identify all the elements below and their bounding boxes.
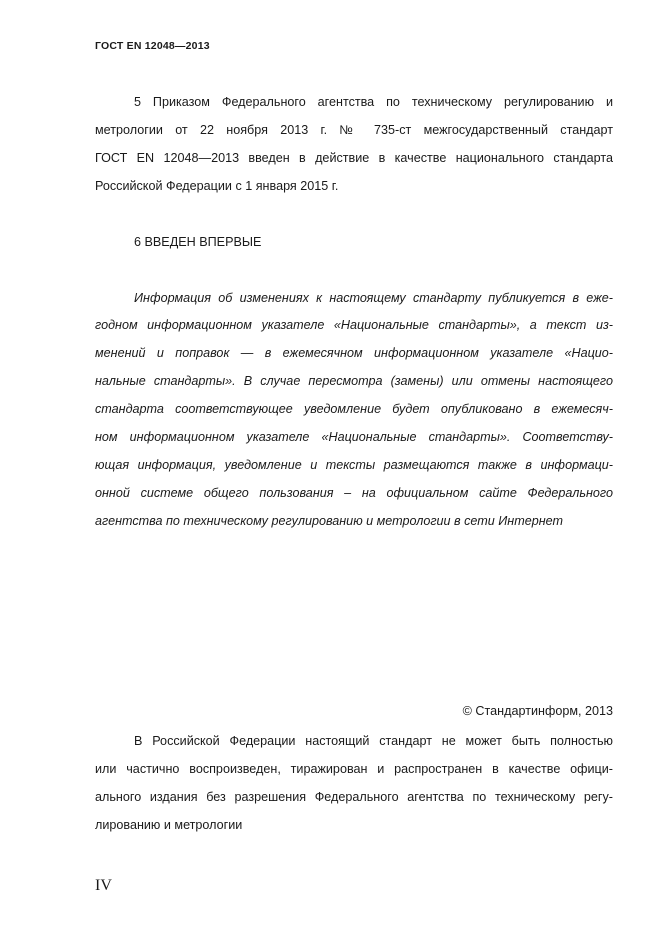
info-line-5: стандарта соответствующее уведомление будет опубликовано в ежемесяч-	[95, 402, 613, 416]
notice-line-4: лированию и метрологии	[95, 818, 243, 832]
notice-line-1: В Российской Федерации настоящий стандарт не может быть полностью	[134, 734, 613, 748]
info-line-3: менений и поправок — в ежемесячном информационном указателе «Нацио-	[95, 346, 613, 360]
item6-heading: 6 ВВЕДЕН ВПЕРВЫЕ	[134, 235, 262, 249]
info-line-2: годном информационном указателе «Национальные стандарты», а текст из-	[95, 318, 613, 332]
info-line-9: агентства по техническому регулированию и метрологии в сети Интернет	[95, 514, 564, 528]
item5-line-4: Российской Федерации с 1 января 2015 г.	[95, 179, 339, 193]
item5-line-1: 5 Приказом Федерального агентства по техническому регулированию и	[134, 95, 613, 109]
info-line-6: ном информационном указателе «Национальные стандарты». Соответству-	[95, 430, 613, 444]
item5-line-2: метрологии от 22 ноября 2013 г. № 735-ст межгосударственный стандарт	[95, 123, 613, 137]
page-number: IV	[95, 877, 112, 894]
notice-line-3: ального издания без разрешения Федерального агентства по техническому регу-	[95, 790, 613, 804]
copyright-line: © Стандартинформ, 2013	[462, 704, 613, 718]
info-line-4: нальные стандарты». В случае пересмотра (замены) или отмены настоящего	[95, 374, 613, 388]
info-line-8: онной системе общего пользования – на официальном сайте Федерального	[95, 486, 613, 500]
notice-line-2: или частично воспроизведен, тиражирован и распространен в качестве офици-	[95, 762, 613, 776]
document-header: ГОСТ EN 12048—2013	[95, 40, 210, 52]
info-line-7: ющая информация, уведомление и тексты размещаются также в информаци-	[95, 458, 613, 472]
item5-line-3: ГОСТ EN 12048—2013 введен в действие в качестве национального стандарта	[95, 151, 613, 165]
info-line-1: Информация об изменениях к настоящему стандарту публикуется в еже-	[134, 291, 613, 305]
